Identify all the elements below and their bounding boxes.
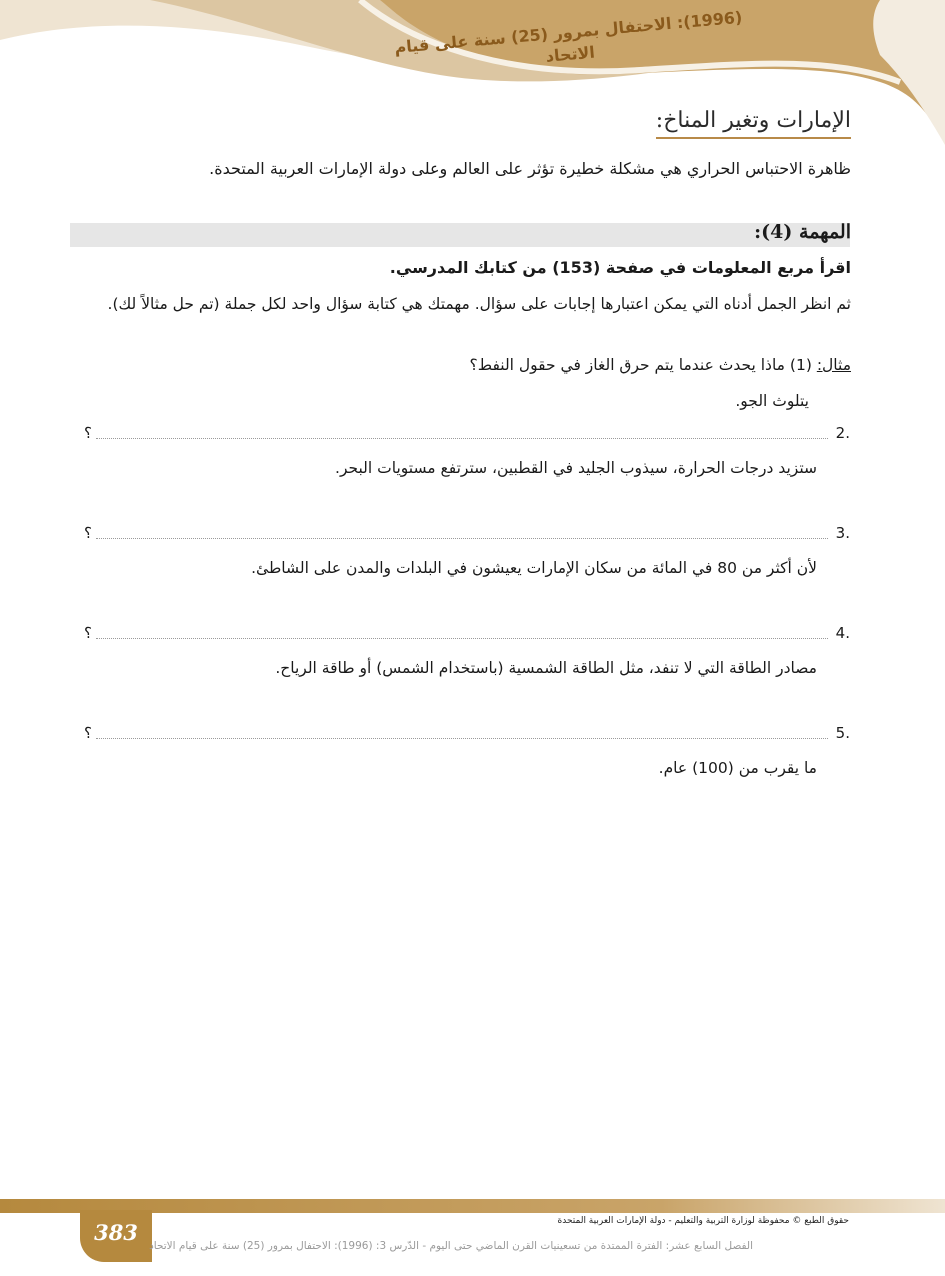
page-number: 383: [94, 1220, 138, 1245]
chapter-footer: الفصل السابع عشر: الفترة الممتدة من تسعينيات القرن الماضي حتى اليوم - الدّرس 3: (1996): الاحتفال بمرور (25) سنة على قيام الاتحاد: [149, 1240, 753, 1252]
section-title: الإمارات وتغير المناخ:: [656, 108, 851, 139]
question-number: .3: [835, 524, 850, 542]
answer-blank[interactable]: [96, 538, 828, 539]
question-number: .5: [835, 724, 850, 742]
answer-blank[interactable]: [96, 738, 828, 739]
answer-blank[interactable]: [96, 438, 828, 439]
answer-blank[interactable]: [96, 638, 828, 639]
task-header-bar: [70, 223, 850, 247]
example-question: [470, 356, 852, 374]
question-mark: ؟: [84, 724, 92, 742]
copyright-notice: حقوق الطبع © محفوظة لوزارة التربية والتعليم - دولة الإمارات العربية المتحدة: [557, 1216, 849, 1226]
answer-text: ما يقرب من (100) عام.: [658, 759, 817, 777]
task-instruction: ثم انظر الجمل أدناه التي يمكن اعتبارها إجابات على سؤال. مهمتك هي كتابة سؤال واحد لكل جملة (تم حل مثالاً لك).: [107, 295, 851, 313]
example-question-text: (1) ماذا يحدث عندما يتم حرق الغاز في حقول النفط؟: [469, 356, 817, 374]
task-title: المهمة (4):: [754, 221, 851, 243]
question-mark: ؟: [84, 524, 92, 542]
question-number: .4: [835, 624, 850, 642]
question-line[interactable]: [84, 724, 850, 746]
example-answer: يتلوث الجو.: [735, 392, 809, 410]
section-intro: ظاهرة الاحتباس الحراري هي مشكلة خطيرة تؤثر على العالم وعلى دولة الإمارات العربية المتحدة.: [209, 159, 851, 178]
answer-text: لأن أكثر من 80 في المائة من سكان الإمارات يعيشون في البلدات والمدن على الشاطئ.: [251, 559, 817, 577]
question-number: .2: [835, 424, 850, 442]
question-line[interactable]: [84, 624, 850, 646]
example-label: مثال:: [816, 356, 851, 374]
question-line[interactable]: [84, 524, 850, 546]
question-line[interactable]: [84, 424, 850, 446]
answer-text: مصادر الطاقة التي لا تنفد، مثل الطاقة الشمسية (باستخدام الشمس) أو طاقة الرياح.: [275, 659, 817, 677]
task-instruction-bold: اقرأ مربع المعلومات في صفحة (153) من كتابك المدرسي.: [389, 258, 851, 277]
banner-line: (1996): الاحتفال بمرور (25) سنة على قيام الاتحاد: [393, 7, 744, 66]
question-mark: ؟: [84, 624, 92, 642]
question-mark: ؟: [84, 424, 92, 442]
answer-text: ستزيد درجات الحرارة، سيذوب الجليد في القطبين، سترتفع مستويات البحر.: [335, 459, 817, 477]
